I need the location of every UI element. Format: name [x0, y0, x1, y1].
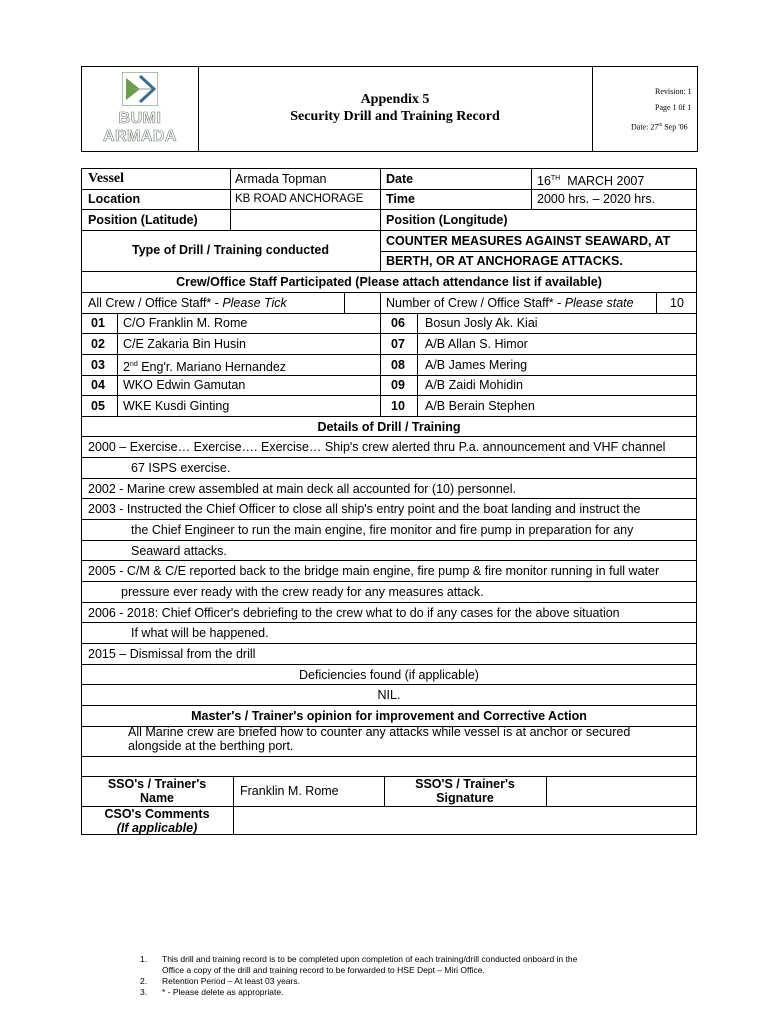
details-line: If what will be happened.	[131, 626, 269, 640]
logo-line2: ARMADA	[102, 128, 178, 145]
sso-signature-field[interactable]	[547, 777, 697, 806]
page-title: Appendix 5	[360, 92, 430, 107]
deficiencies-heading: Deficiencies found (if applicable)	[299, 668, 479, 682]
crew-name: Bosun Josly Ak. Kiai	[425, 316, 538, 330]
details-line: the Chief Engineer to run the main engine, fire monitor and fire pump in preparation for any	[131, 523, 634, 537]
crew-number-label: Number of Crew / Office Staff* - Please state	[386, 296, 634, 310]
location-value: KB ROAD ANCHORAGE	[235, 193, 364, 205]
crew-no: 10	[391, 399, 405, 413]
drill-type-value-line2: BERTH, OR AT ANCHORAGE ATTACKS.	[386, 254, 623, 268]
longitude-label: Position (Longitude)	[386, 213, 508, 227]
details-line: 2005 - C/M & C/E reported back to the bridge main engine, fire pump & fire monitor running in full water	[88, 564, 660, 578]
details-line: 67 ISPS exercise.	[131, 461, 231, 475]
footnote-number: 3.	[140, 987, 148, 997]
opinion-line1: All Marine crew are briefed how to counter any attacks while vessel is at anchor or secured	[128, 725, 631, 739]
header-date-text: Date: 27th Sep '06	[631, 122, 688, 132]
footnote-text: * - Please delete as appropriate.	[162, 987, 284, 997]
crew-name: C/O Franklin M. Rome	[123, 316, 248, 330]
crew-no: 06	[391, 316, 405, 330]
crew-no: 02	[91, 337, 105, 351]
all-crew-tick-box[interactable]	[345, 293, 380, 313]
crew-name: A/B Allan S. Himor	[425, 337, 528, 351]
footnote-number: 1.	[140, 954, 148, 964]
details-heading: Details of Drill / Training	[317, 420, 461, 434]
time-value: 2000 hrs. – 2020 hrs.	[537, 192, 656, 206]
crew-name: A/B Zaidi Mohidin	[425, 378, 523, 392]
crew-no: 01	[91, 316, 105, 330]
footnote-number: 2.	[140, 976, 148, 986]
vessel-label: Vessel	[88, 171, 125, 186]
crew-name: 2nd Eng'r. Mariano Hernandez	[123, 360, 287, 375]
crew-name: A/B Berain Stephen	[425, 399, 535, 413]
page-number-text: Page 1 0f 1	[655, 103, 692, 112]
details-line: 2015 – Dismissal from the drill	[88, 647, 256, 661]
sso-signature-label: SSO'S / Trainer's Signature	[415, 777, 515, 805]
cso-comments-field[interactable]	[234, 807, 697, 835]
all-crew-label: All Crew / Office Staff* - Please Tick	[88, 296, 287, 310]
details-line: 2002 - Marine crew assembled at main deck all accounted for (10) personnel.	[88, 482, 516, 496]
location-label: Location	[88, 192, 141, 206]
drill-type-label: Type of Drill / Training conducted	[131, 243, 329, 257]
crew-no: 03	[91, 358, 105, 372]
details-line: pressure ever ready with the crew ready for any measures attack.	[121, 585, 484, 599]
bumi-armada-logo-icon	[122, 72, 158, 106]
crew-number-value: 10	[670, 296, 684, 310]
crew-no: 07	[391, 337, 405, 351]
date-value: 16TH MARCH 2007	[537, 174, 645, 189]
crew-name: C/E Zakaria Bin Husin	[123, 337, 246, 351]
sso-name-label: SSO's / Trainer's Name	[107, 777, 207, 805]
opinion-line2: alongside at the berthing port.	[128, 739, 294, 753]
logo-line1: BUMI	[118, 110, 162, 127]
logo	[100, 72, 180, 148]
details-line: 2000 – Exercise… Exercise…. Exercise… Ship's crew alerted thru P.a. announcement and VHF channel	[88, 440, 666, 454]
crew-name: A/B James Mering	[425, 358, 528, 372]
footnote-text: Retention Period – At least 03 years.	[162, 976, 300, 986]
details-line: 2003 - Instructed the Chief Officer to close all ship's entry point and the boat landing and instruct the	[88, 502, 641, 516]
page-subtitle: Security Drill and Training Record	[290, 109, 500, 124]
crew-no: 05	[91, 399, 105, 413]
sso-name-value: Franklin M. Rome	[240, 784, 339, 798]
crew-no: 04	[91, 378, 105, 392]
details-line: Seaward attacks.	[131, 544, 227, 558]
cso-comments-label: CSO's Comments (If applicable)	[104, 807, 210, 835]
opinion-heading: Master's / Trainer's opinion for improvement and Corrective Action	[191, 709, 587, 723]
crew-heading: Crew/Office Staff Participated (Please attach attendance list if available)	[176, 275, 602, 289]
details-line: 2006 - 2018: Chief Officer's debriefing to the crew what to do if any cases for the above situation	[88, 606, 620, 620]
crew-name: WKE Kusdi Ginting	[123, 399, 230, 413]
deficiencies-value: NIL.	[377, 688, 401, 702]
crew-name: WKO Edwin Gamutan	[123, 378, 246, 392]
revision-text: Revision: 1	[655, 87, 692, 96]
crew-no: 09	[391, 378, 405, 392]
crew-no: 08	[391, 358, 405, 372]
vessel-value: Armada Topman	[235, 172, 327, 186]
footnote-text: This drill and training record is to be completed upon completion of each training/drill conducted onboard in the	[162, 954, 578, 964]
drill-type-value-line1: COUNTER MEASURES AGAINST SEAWARD, AT	[386, 234, 671, 248]
date-label: Date	[386, 172, 414, 186]
time-label: Time	[386, 192, 415, 206]
latitude-label: Position (Latitude)	[88, 213, 198, 227]
footnote-text: Office a copy of the drill and training record to be forwarded to HSE Dept – Miri Office.	[162, 965, 485, 975]
